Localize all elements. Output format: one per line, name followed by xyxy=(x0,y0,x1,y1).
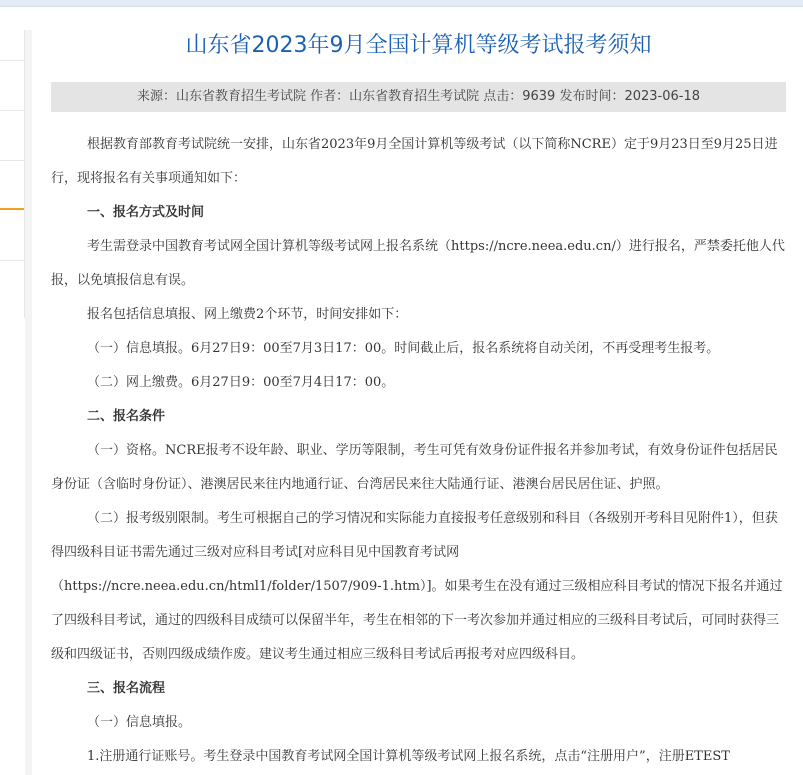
paragraph: 报名包括信息填报、网上缴费2个环节，时间安排如下： xyxy=(87,307,408,322)
sidebar-scroll-gutter xyxy=(25,30,32,775)
sidebar-divider xyxy=(0,60,24,61)
intro-paragraph: 根据教育部教育考试院统一安排，山东省2023年9月全国计算机等级考试（以下简称NCRE）定于9月23日至9月25日进行，现将报名有关事项通知如下： xyxy=(51,137,778,186)
article-meta: 来源：山东省教育招生考试院 作者：山东省教育招生考试院 点击：9639 发布时间：2023-06-18 xyxy=(51,82,786,112)
section-heading: 三、报名流程 xyxy=(87,681,166,696)
article-body xyxy=(51,128,786,774)
paragraph: （二）报考级别限制。考生可根据自己的学习情况和实际能力直接报考任意级别和科目（各级别开考科目见附件1），但获得四级科目证书需先通过三级对应科目考试[对应科目见中国教育考试网 xyxy=(51,511,778,560)
sidebar-divider xyxy=(0,260,24,261)
list-item: （一）信息填报。6月27日9：00至7月3日17：00。时间截止后，报名系统将自动关闭，不再受理考生报考。 xyxy=(87,341,720,356)
section-heading: 一、报名方式及时间 xyxy=(87,205,205,220)
sidebar xyxy=(0,30,25,318)
list-item: （一）信息填报。 xyxy=(87,715,192,730)
sidebar-divider xyxy=(0,160,24,161)
paragraph: 考生需登录中国教育考试网全国计算机等级考试网上报名系统（https://ncre.neea.edu.cn/）进行报名，严禁委托他人代报，以免填报信息有误。 xyxy=(51,239,785,288)
sidebar-active-indicator xyxy=(0,208,24,210)
paragraph: （https://ncre.neea.edu.cn/html1/folder/1507/909-1.htm）]。如果考生在没有通过三级相应科目考试的情况下报名并通过了四级科目考试，通过的四级科目成绩可以保留半年，考生在相邻的下一考次参加并通过相应的三级科目考试后，可同时获得三级和四级证书，否则四级成绩作废。建议考生通过相应三级科目考试后再报考对应四级科目。 xyxy=(51,579,783,662)
article xyxy=(51,26,786,774)
paragraph: （一）资格。NCRE报考不设年龄、职业、学历等限制，考生可凭有效身份证件报名并参加考试，有效身份证件包括居民身份证（含临时身份证）、港澳居民来往内地通行证、台湾居民来往大陆通行证、港澳台居民居住证、护照。 xyxy=(51,443,778,492)
paragraph: 1.注册通行证账号。考生登录中国教育考试网全国计算机等级考试网上报名系统，点击“注册用户”，注册ETEST xyxy=(87,749,730,764)
section-heading: 二、报名条件 xyxy=(87,409,166,424)
article-title: 山东省2023年9月全国计算机等级考试报考须知 xyxy=(185,33,652,58)
sidebar-divider xyxy=(0,110,24,111)
top-nav-strip xyxy=(0,0,803,7)
list-item: （二）网上缴费。6月27日9：00至7月4日17：00。 xyxy=(87,375,395,390)
